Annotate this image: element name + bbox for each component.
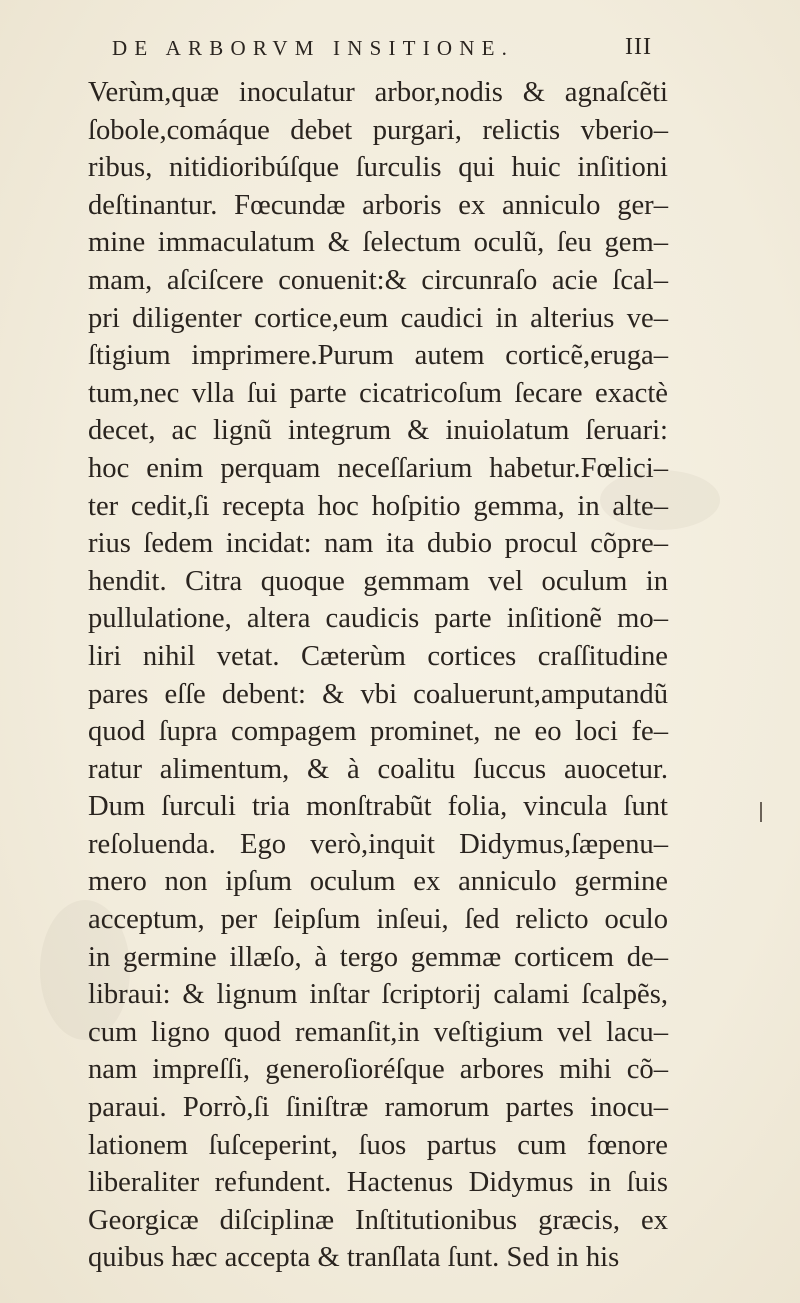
text-line: ſobole,comáque debet purgari, relictis vberio– xyxy=(88,114,668,146)
text-line: mero non ipſum oculum ex anniculo germine xyxy=(88,866,668,898)
text-line: in germine illæſo, à tergo gemmæ corticem de– xyxy=(88,941,668,973)
text-line: quibus hæc accepta & tranſlata ſunt. Sed in his xyxy=(88,1242,620,1274)
text-line: ter cedit,ſi recepta hoc hoſpitio gemma, in alte– xyxy=(88,490,668,522)
text-line: pullulatione, altera caudicis parte inſitionẽ mo– xyxy=(88,603,668,635)
text-line: quod ſupra compagem prominet, ne eo loci fe– xyxy=(88,716,668,748)
text-line: acceptum, per ſeipſum inſeui, ſed relicto oculo xyxy=(88,904,668,936)
text-line: libraui: & lignum inſtar ſcriptorij calami ſcalpẽs, xyxy=(88,979,668,1011)
text-line: mine immaculatum & ſelectum oculũ, ſeu gem– xyxy=(88,227,668,259)
text-line: reſoluenda. Ego verò,inquit Didymus,ſæpenu– xyxy=(88,828,668,860)
text-line: Georgicæ diſciplinæ Inſtitutionibus græcis, ex xyxy=(88,1204,668,1236)
text-line: hendit. Citra quoque gemmam vel oculum in xyxy=(88,565,668,597)
text-line: deſtinantur. Fœcundæ arboris ex anniculo ger– xyxy=(88,189,668,221)
text-line: ribus, nitidioribúſque ſurculis qui huic inſitioni xyxy=(88,152,668,184)
running-title: DE ARBORVM INSITIONE. xyxy=(112,36,515,60)
text-line: Dum ſurculi tria monſtrabũt folia, vincula ſunt xyxy=(88,791,668,823)
page-number: III xyxy=(625,34,652,60)
text-line: paraui. Porrò,ſi ſiniſtræ ramorum partes inocu– xyxy=(88,1092,668,1124)
text-line: hoc enim perquam neceſſarium habetur.Fœlici– xyxy=(88,452,668,484)
text-line: mam, aſciſcere conuenit:& circunraſo acie ſcal– xyxy=(88,264,668,296)
text-line: pares eſſe debent: & vbi coaluerunt,amputandũ xyxy=(88,678,668,710)
text-line: nam impreſſi, generoſioréſque arbores mihi cõ– xyxy=(88,1054,668,1086)
text-line: cum ligno quod remanſit,in veſtigium vel lacu– xyxy=(88,1016,668,1048)
text-line: Verùm,quæ inoculatur arbor,nodis & agnaſcẽti xyxy=(88,77,668,108)
text-line: rius ſedem incidat: nam ita dubio procul cõpre– xyxy=(88,528,668,560)
text-line: tum,nec vlla ſui parte cicatricoſum ſecare exactè xyxy=(88,377,668,409)
text-line: liberaliter refundent. Hactenus Didymus in ſuis xyxy=(88,1167,668,1199)
text-line: ratur alimentum, & à coalitu ſuccus auocetur. xyxy=(88,753,668,785)
text-line: decet, ac lignũ integrum & inuiolatum ſeruari: xyxy=(88,415,668,447)
running-head xyxy=(112,30,652,70)
text-line: pri diligenter cortice,eum caudici in alterius ve– xyxy=(88,302,668,334)
body-text xyxy=(88,74,668,1277)
text-line: liri nihil vetat. Cæterùm cortices craſſitudine xyxy=(88,640,668,672)
text-line: ſtigium imprimere.Purum autem corticẽ,eruga– xyxy=(88,340,668,372)
margin-mark xyxy=(760,802,762,822)
text-line: lationem ſuſceperint, ſuos partus cum fœnore xyxy=(88,1129,668,1161)
